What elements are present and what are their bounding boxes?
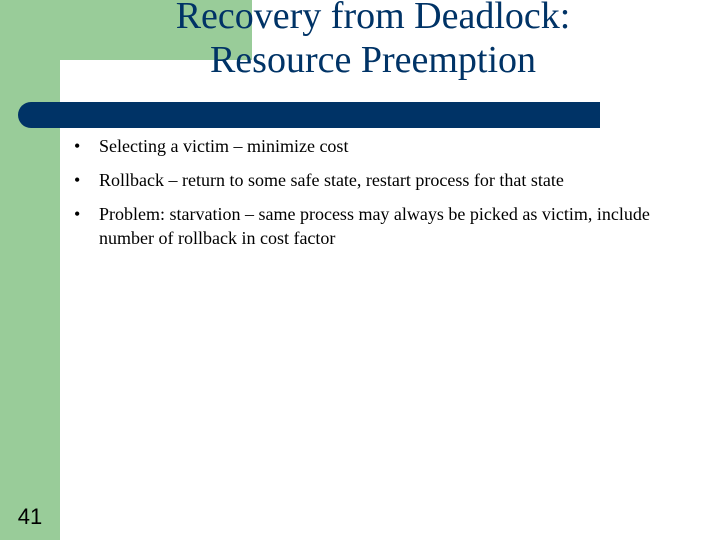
slide-title — [60, 0, 686, 82]
bullet-list — [74, 134, 684, 260]
bullet-item: • Problem: starvation – same process may always be picked as victim, include number of rollback in cost factor — [74, 202, 684, 250]
slide-number: 41 — [17, 504, 43, 529]
bullet-item: • Rollback – return to some safe state, restart process for that state — [74, 168, 684, 192]
title-underline-bar — [18, 102, 600, 128]
slide-title-line-1: Recovery from Deadlock: — [175, 0, 571, 37]
left-accent-bar — [0, 0, 60, 540]
slide-title-line-2: Resource Preemption — [209, 39, 537, 81]
bullet-item: • Selecting a victim – minimize cost — [74, 134, 684, 158]
